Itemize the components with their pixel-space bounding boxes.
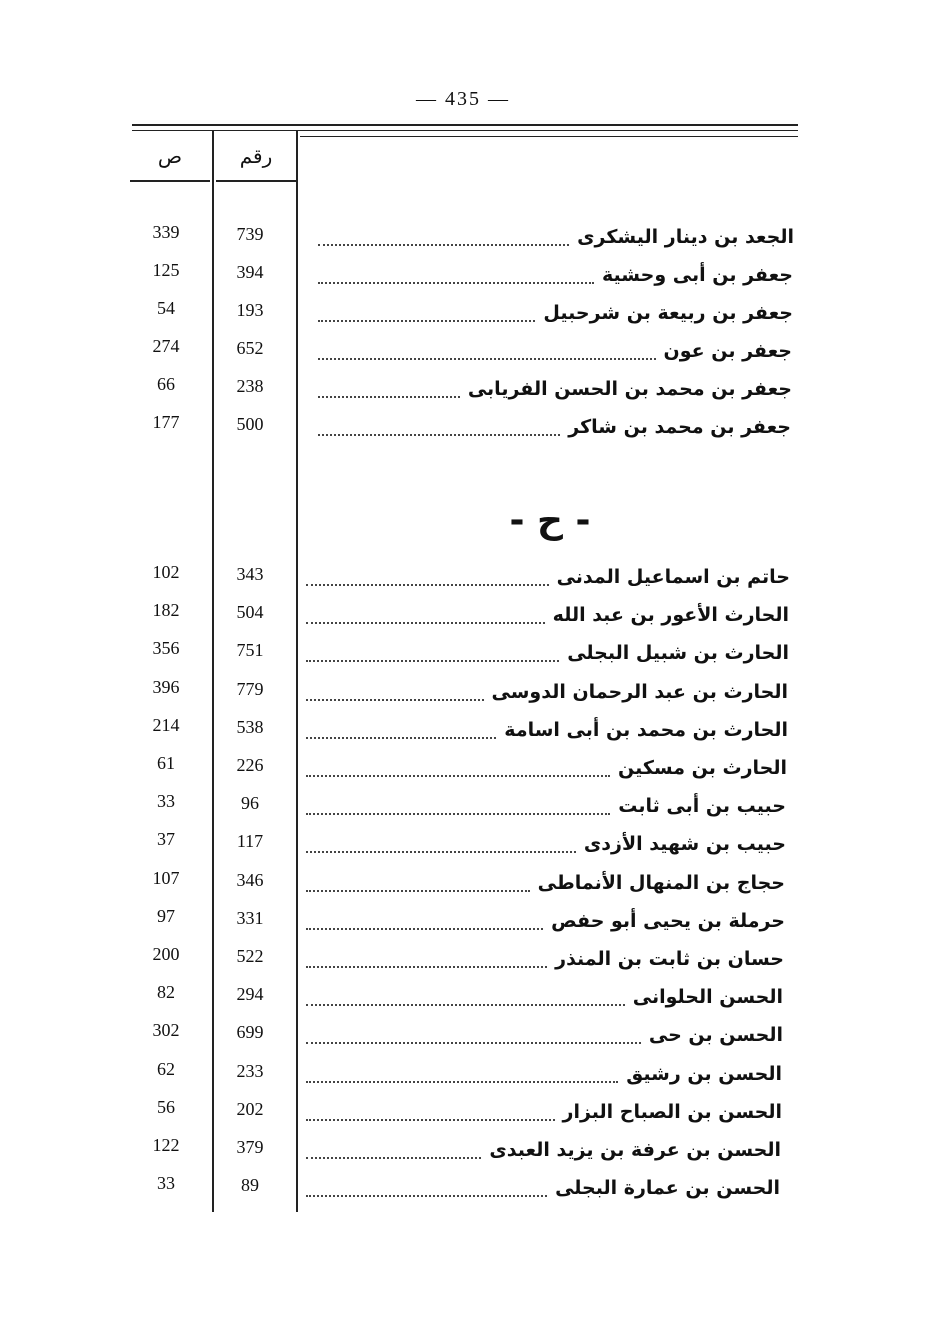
dot-leader [306,699,484,701]
column-header-number: رقم [239,144,273,168]
dot-leader [306,1157,481,1159]
column-header-rule-number [216,180,296,182]
dot-leader [318,358,656,360]
dot-leader [306,1119,555,1121]
entry-number: 500 [236,414,264,434]
entry-page: 33 [157,1173,175,1193]
list-item [0,338,926,372]
entry-page: 56 [157,1097,175,1117]
entry-page: 182 [152,600,180,620]
entry-number: 751 [236,640,264,660]
dot-leader [306,1195,547,1197]
entry-page: 339 [152,222,180,242]
column-header-page: ص [157,144,183,168]
entry-name: الحسن بن رشيق [626,1063,782,1085]
section-letter: - ح - [509,500,591,541]
entry-name: الحسن بن حى [648,1024,783,1046]
dot-leader [318,396,460,398]
list-item [0,831,926,865]
entry-page: 62 [157,1059,175,1079]
dot-leader [318,434,560,436]
entry-number: 739 [236,224,264,244]
header-rule-2 [132,130,798,131]
list-item [0,946,926,980]
entry-page: 356 [152,638,180,658]
list-item [0,564,926,598]
dot-leader [306,622,545,624]
entry-name: حاتم بن اسماعيل المدنى [556,566,790,588]
entry-name: حرملة بن يحيى أبو حفص [551,910,785,932]
list-item [0,602,926,636]
page-number: — 435 — [416,88,510,110]
entry-number: 522 [236,946,264,966]
entry-name: الحارث بن محمد بن أبى اسامة [504,719,788,741]
entry-name: الجعد بن دينار اليشكرى [577,226,794,248]
entry-number: 538 [236,717,264,737]
list-item [0,1061,926,1095]
entry-page: 122 [152,1135,180,1155]
dot-leader [306,660,559,662]
entry-page: 107 [152,868,180,888]
dot-leader [318,282,594,284]
entry-page: 177 [152,412,180,432]
entry-page: 125 [152,260,180,280]
dot-leader [306,966,547,968]
entry-name: جعفر بن محمد بن شاكر [568,416,791,438]
entry-page: 54 [157,298,175,318]
list-item [0,717,926,751]
entry-name: الحارث بن شبيل البجلى [567,642,789,664]
entry-page: 61 [157,753,175,773]
list-item [0,755,926,789]
entry-number: 346 [236,870,264,890]
entry-page: 37 [157,829,175,849]
entry-name: حجاج بن المنهال الأنماطى [537,872,785,894]
dot-leader [306,813,610,815]
entry-number: 238 [236,376,264,396]
list-item [0,1099,926,1133]
entry-number: 117 [236,831,264,851]
entry-name: الحارث بن مسكين [618,757,787,779]
list-item [0,908,926,942]
entry-number: 233 [236,1061,264,1081]
entry-name: الحسن الحلوانى [632,986,783,1008]
entry-page: 102 [152,562,180,582]
list-item [0,414,926,448]
dot-leader [306,851,576,853]
entry-name: الحارث الأعور بن عبد الله [552,604,789,626]
entry-page: 82 [157,982,175,1002]
list-item [0,1137,926,1171]
entry-number: 193 [236,300,264,320]
dot-leader [306,1004,625,1006]
entry-number: 379 [236,1137,264,1157]
list-item [0,300,926,334]
entry-number: 779 [236,679,264,699]
entry-name: الحسن بن عمارة البجلى [555,1177,780,1199]
entry-number: 202 [236,1099,264,1119]
entry-name: حبيب بن شهيد الأزدى [583,833,786,855]
entry-name: جعفر بن ربيعة بن شرحبيل [543,302,793,324]
entry-name: جعفر بن أبى وحشية [602,264,793,286]
dot-leader [306,1081,618,1083]
entry-page: 214 [152,715,180,735]
entry-name: الحارث بن عبد الرحمان الدوسى [491,681,788,703]
entry-number: 343 [236,564,264,584]
entry-page: 97 [157,906,175,926]
entry-name: حسان بن ثابت بن المنذر [555,948,784,970]
dot-leader [306,775,610,777]
header-rule-3 [300,136,798,137]
list-item [0,640,926,674]
entry-page: 302 [152,1020,180,1040]
dot-leader [306,928,543,930]
list-item [0,224,926,258]
list-item [0,376,926,410]
list-item [0,793,926,827]
dot-leader [306,890,530,892]
entry-name: جعفر بن محمد بن الحسن الفريابى [467,378,792,400]
entry-name: الحسن بن عرفة بن يزيد العبدى [489,1139,781,1161]
dot-leader [318,244,569,246]
entry-page: 66 [157,374,175,394]
entry-number: 294 [236,984,264,1004]
list-item [0,679,926,713]
column-header-rule-page [130,180,210,182]
dot-leader [306,1042,641,1044]
entry-number: 699 [236,1022,264,1042]
list-item [0,1175,926,1209]
entry-number: 504 [236,602,264,622]
entry-page: 274 [152,336,180,356]
list-item [0,984,926,1018]
entry-page: 200 [152,944,180,964]
list-item [0,870,926,904]
header-rule-1 [132,124,798,126]
entry-number: 226 [236,755,264,775]
dot-leader [306,737,496,739]
entry-name: الحسن بن الصباح البزار [562,1101,782,1123]
entry-number: 652 [236,338,264,358]
dot-leader [318,320,535,322]
entry-page: 396 [152,677,180,697]
entry-number: 96 [241,793,259,813]
list-item [0,262,926,296]
dot-leader [306,584,549,586]
entry-name: حبيب بن أبى ثابت [618,795,786,817]
entry-page: 33 [157,791,175,811]
list-item [0,1022,926,1056]
entry-name: جعفر بن عون [663,340,792,362]
entry-number: 394 [236,262,264,282]
entry-number: 331 [236,908,264,928]
entry-number: 89 [241,1175,259,1195]
